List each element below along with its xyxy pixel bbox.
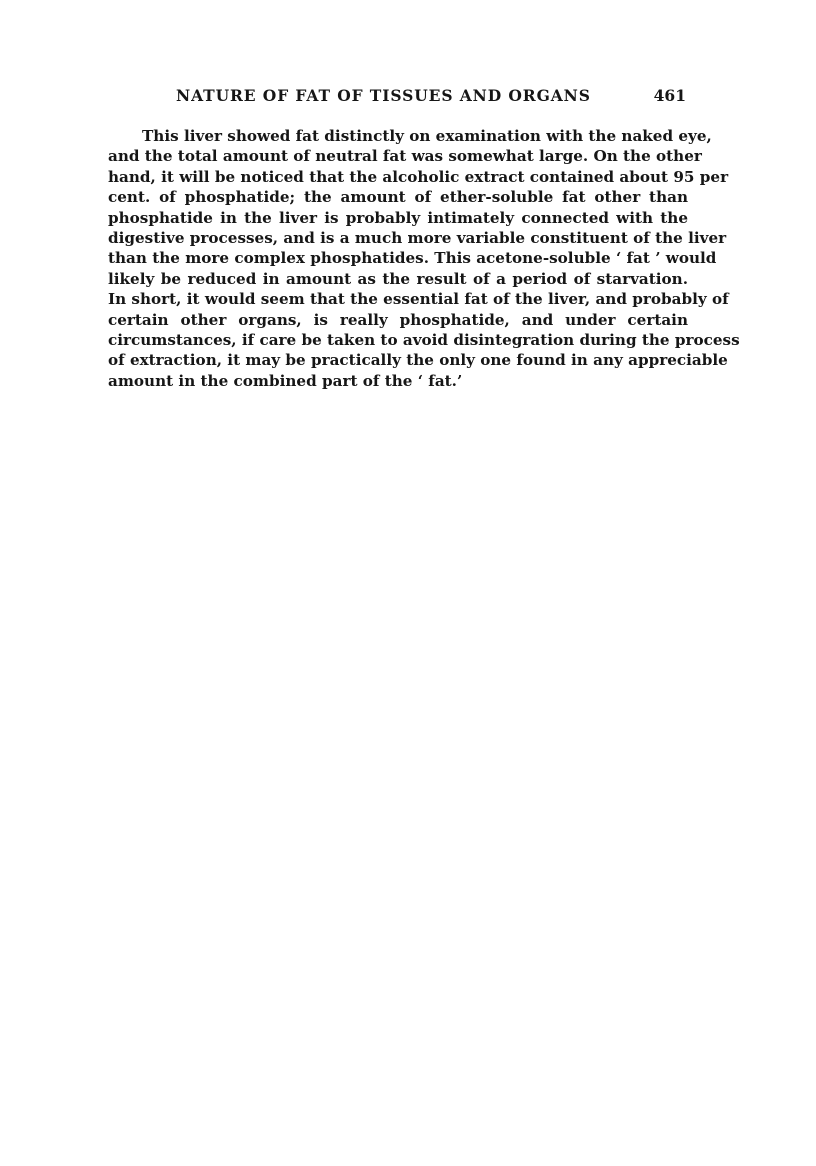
text-line: This liver showed fat distinctly on examination with the naked eye,	[142, 127, 712, 145]
body-paragraph	[108, 126, 740, 391]
text-line: digestive processes, and is a much more variable constituent of the liver	[108, 228, 727, 247]
running-title: NATURE OF FAT OF TISSUES AND ORGANS	[176, 86, 591, 105]
text-line: than the more complex phosphatides. This acetone-soluble ‘ fat ’ would	[108, 249, 717, 268]
text-line: certain other organs, is really phosphatide, and under certain	[108, 310, 688, 329]
running-head	[108, 86, 688, 112]
text-line: amount in the combined part of the ‘ fat.’	[108, 371, 463, 390]
text-line: and the total amount of neutral fat was somewhat large. On the other	[108, 147, 702, 166]
page-number: 461	[653, 86, 686, 105]
text-line: phosphatide in the liver is probably intimately connected with the	[108, 208, 688, 227]
text-line: In short, it would seem that the essential fat of the liver, and probably of	[108, 290, 729, 309]
text-line: hand, it will be noticed that the alcoholic extract contained about 95 per	[108, 167, 729, 186]
text-line: cent. of phosphatide; the amount of ether-soluble fat other than	[108, 188, 688, 207]
text-line: likely be reduced in amount as the result of a period of starvation.	[108, 269, 688, 288]
text-line: circumstances, if care be taken to avoid disintegration during the process	[108, 330, 740, 349]
text-line: of extraction, it may be practically the only one found in any appreciable	[108, 351, 728, 370]
